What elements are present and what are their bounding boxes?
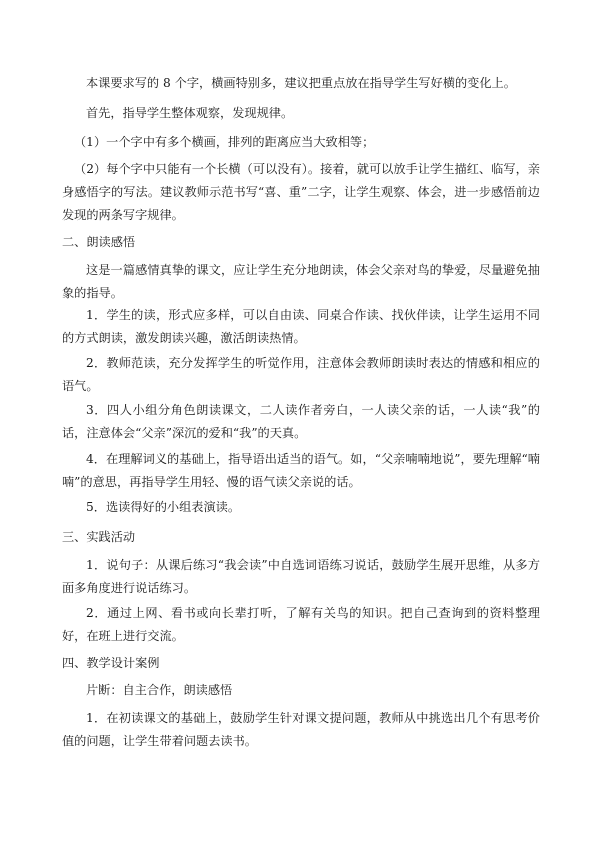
paragraph-case-fragment: 片断：自主合作，朗读感悟 — [86, 683, 233, 697]
section-heading-case: 四、教学设计案例 — [62, 656, 160, 670]
paragraph-reading-3: 3．四人小组分角色朗读课文，二人读作者旁白，一人读父亲的话，一人读“我”的话，注意体会“父亲”深沉的爱和“我”的天真。 — [62, 403, 540, 440]
paragraph-reading-2: 2．教师范读，充分发挥学生的听觉作用，注意体会教师朗读时表达的情感和相应的语气。 — [62, 356, 540, 393]
paragraph-rule-2: （2）每个字中只能有一个长横（可以没有）。接着，就可以放手让学生描红、临写，亲身感悟字的写法。建议教师示范书写“喜、重”二字，让学生观察、体会，进一步感悟前边发现的两条写字规律。 — [62, 162, 540, 222]
paragraph-reading-intro: 这是一篇感情真挚的课文，应让学生充分地朗读，体会父亲对鸟的挚爱，尽量避免抽象的指导。 — [62, 263, 540, 300]
paragraph-writing-focus: 本课要求写的 8 个字，横画特别多，建议把重点放在指导学生写好横的变化上。 — [86, 76, 516, 90]
section-heading-reading: 二、朗读感悟 — [62, 235, 136, 249]
paragraph-practice-1: 1．说句子：从课后练习“我会读”中自选词语练习说话，鼓励学生展开思维，从多方面多角度进行说话练习。 — [62, 558, 540, 595]
section-heading-practice: 三、实践活动 — [62, 530, 136, 544]
paragraph-case-1: 1．在初读课文的基础上，鼓励学生针对课文提问题，教师从中挑选出几个有思考价值的问题，让学生带着问题去读书。 — [62, 711, 540, 748]
paragraph-rule-1: （1）一个字中有多个横画，排列的距离应当大致相等； — [74, 135, 375, 149]
paragraph-practice-2: 2．通过上网、看书或向长辈打听，了解有关鸟的知识。把自己查询到的资料整理好，在班上进行交流。 — [62, 606, 540, 643]
paragraph-observe: 首先，指导学生整体观察，发现规律。 — [86, 106, 294, 120]
paragraph-reading-5: 5．选读得好的小组表演读。 — [86, 500, 241, 514]
paragraph-reading-4: 4．在理解词义的基础上，指导语出适当的语气。如，“父亲喃喃地说”，要先理解“喃喃”的意思，再指导学生用轻、慢的语气读父亲说的话。 — [62, 452, 540, 489]
paragraph-reading-1: 1．学生的读，形式应多样，可以自由读、同桌合作读、找伙伴读，让学生运用不同的方式朗读，激发朗读兴趣，激活朗读热情。 — [62, 308, 540, 345]
